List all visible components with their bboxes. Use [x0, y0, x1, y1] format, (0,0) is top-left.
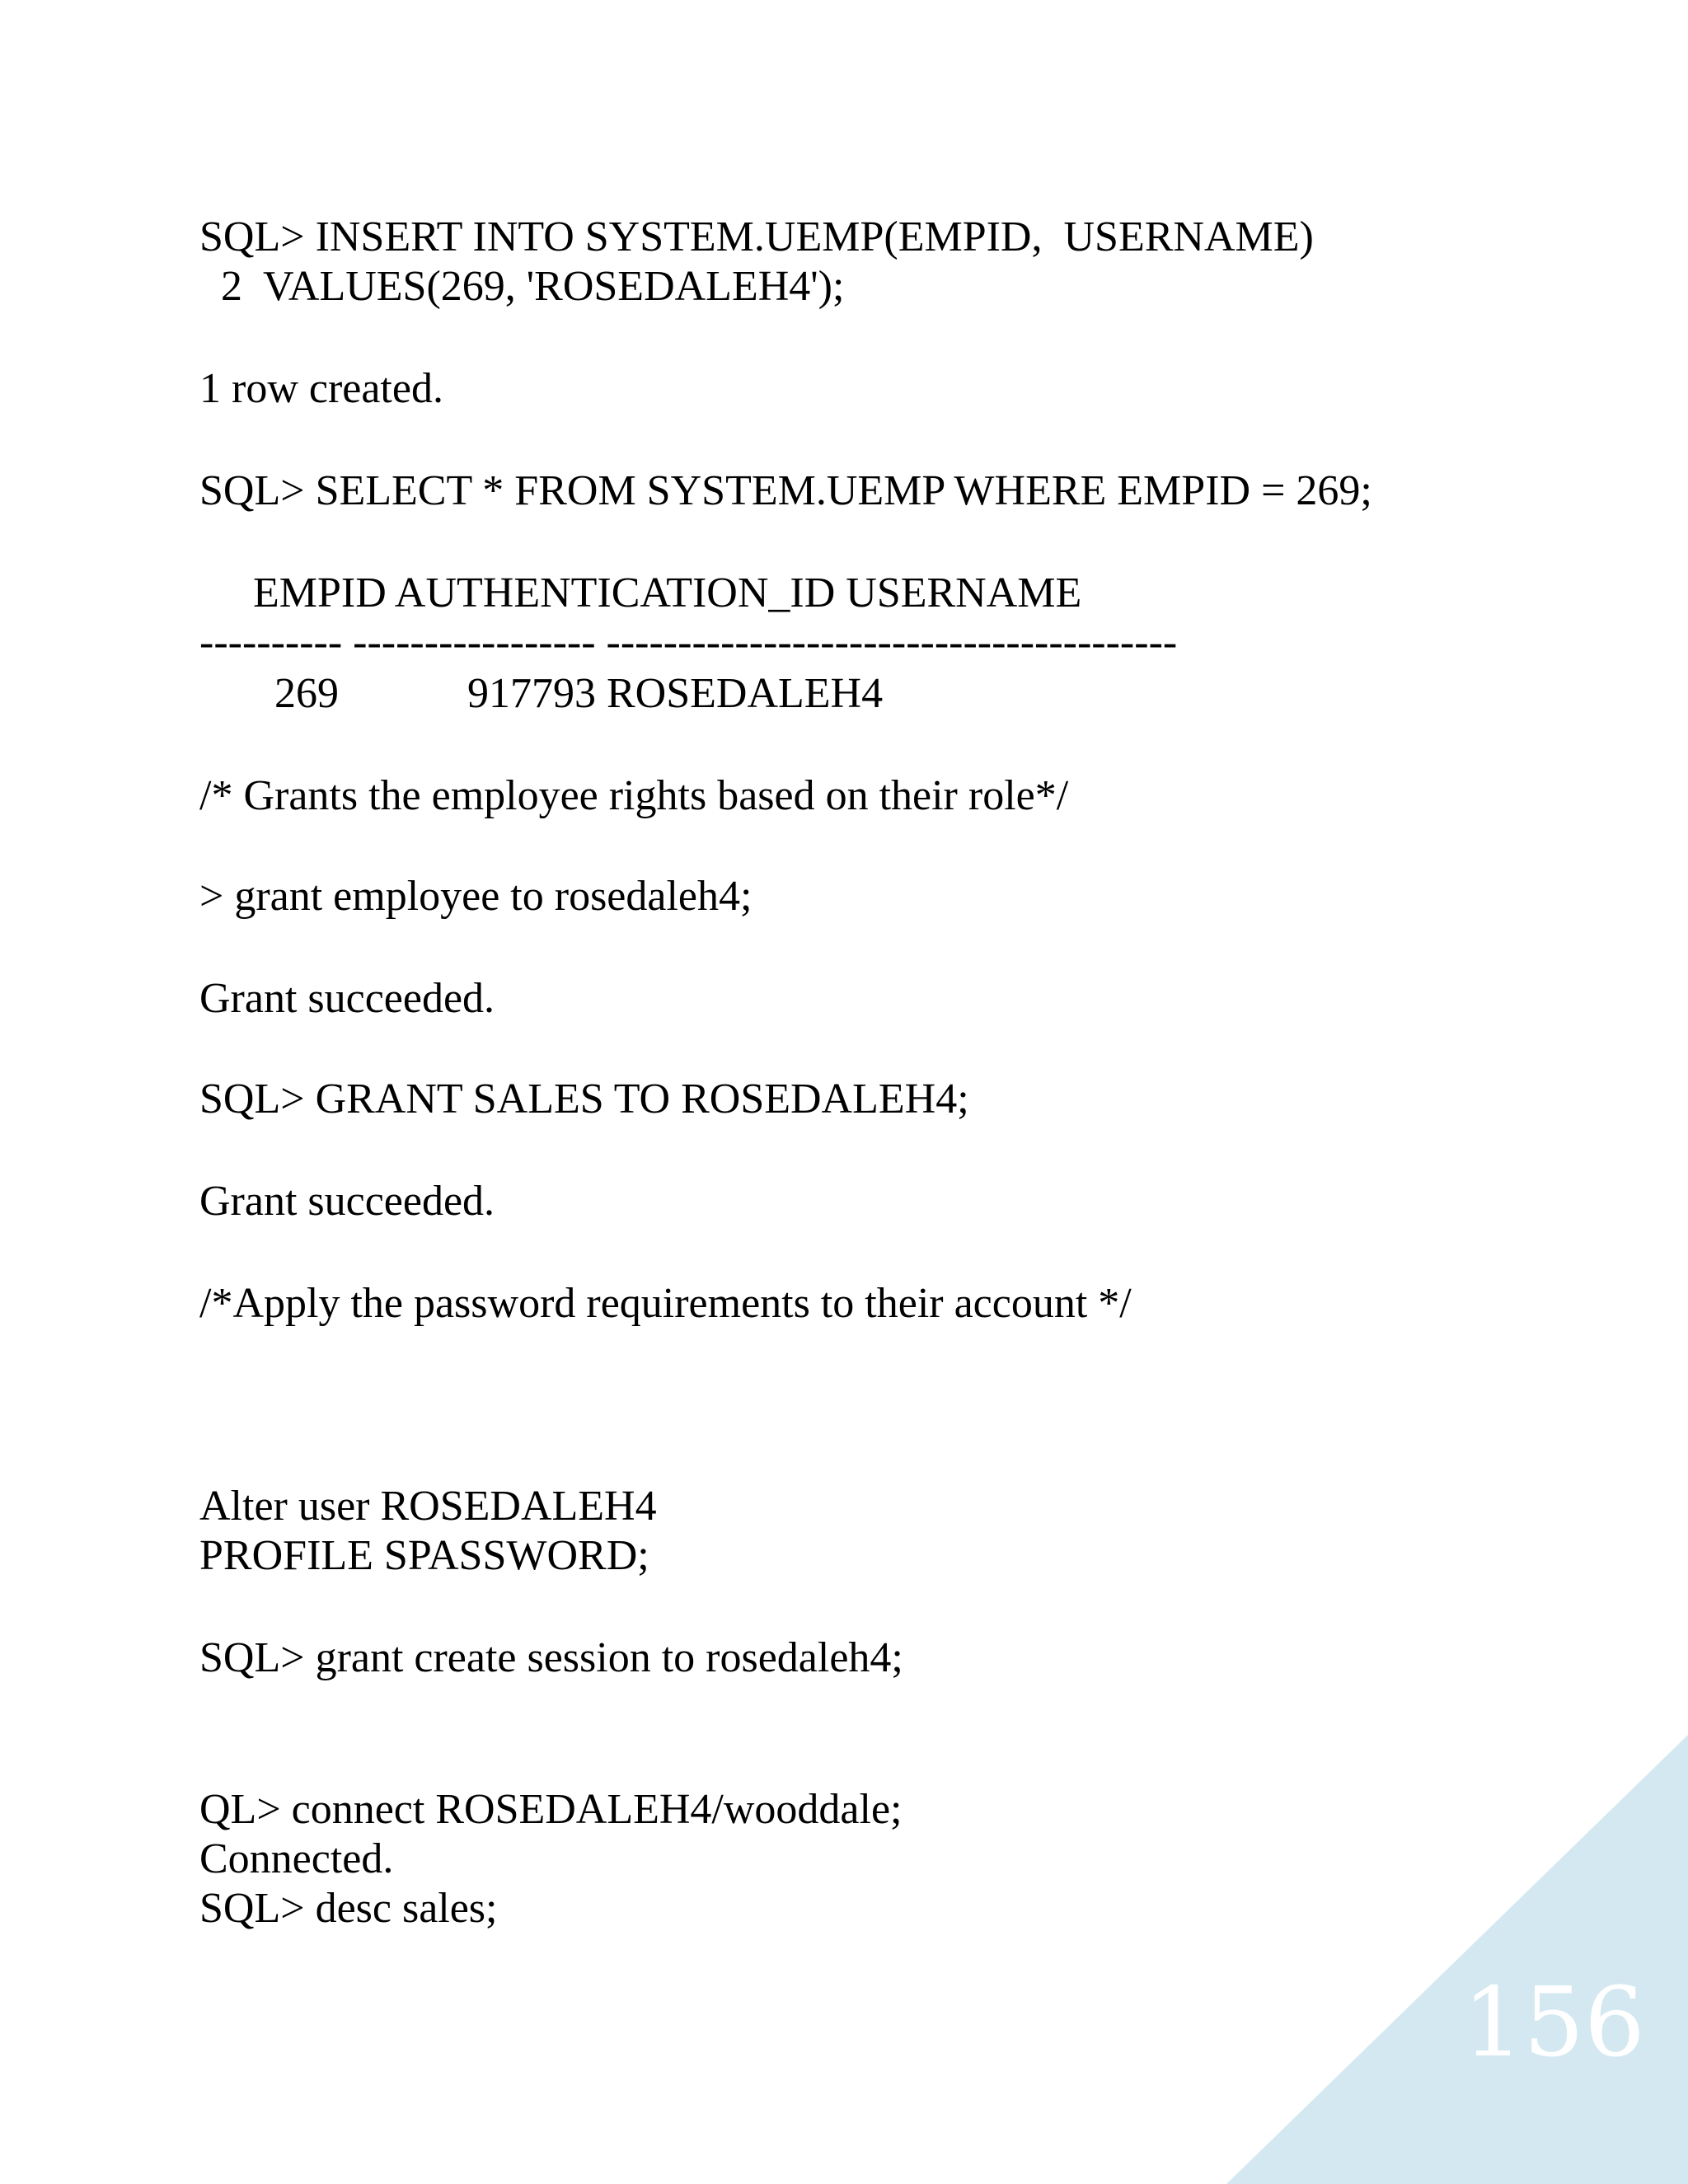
desc-sales-command: SQL> desc sales;: [199, 1885, 498, 1932]
sql-select-line: SQL> SELECT * FROM SYSTEM.UEMP WHERE EMPID = 269;: [199, 467, 1372, 514]
connected-message: Connected.: [199, 1835, 394, 1882]
grant-create-session-command: SQL> grant create session to rosedaleh4;: [199, 1634, 903, 1681]
profile-line: PROFILE SPASSWORD;: [199, 1532, 649, 1579]
sql-insert-line: SQL> INSERT INTO SYSTEM.UEMP(EMPID, USERNAME): [199, 213, 1314, 260]
result-data-row: 269 917793 ROSEDALEH4: [199, 670, 884, 717]
sql-values-line: 2 VALUES(269, 'ROSEDALEH4');: [199, 263, 845, 310]
row-created-message: 1 row created.: [199, 365, 443, 412]
result-separator-row: ---------- ----------------- ----------------------------------------: [199, 619, 1178, 666]
grant-employee-command: > grant employee to rosedaleh4;: [199, 873, 753, 920]
comment-grants-rights: /* Grants the employee rights based on their role*/: [199, 772, 1069, 819]
connect-command: QL> connect ROSEDALEH4/wooddale;: [199, 1786, 903, 1833]
result-header-row: EMPID AUTHENTICATION_ID USERNAME: [199, 569, 1082, 616]
comment-password-requirements: /*Apply the password requirements to their account */: [199, 1280, 1132, 1327]
grant-succeeded-message-1: Grant succeeded.: [199, 975, 495, 1022]
grant-succeeded-message-2: Grant succeeded.: [199, 1178, 495, 1225]
page-number: 156: [1462, 1967, 1645, 2079]
grant-sales-command: SQL> GRANT SALES TO ROSEDALEH4;: [199, 1076, 969, 1122]
alter-user-line: Alter user ROSEDALEH4: [199, 1483, 657, 1530]
